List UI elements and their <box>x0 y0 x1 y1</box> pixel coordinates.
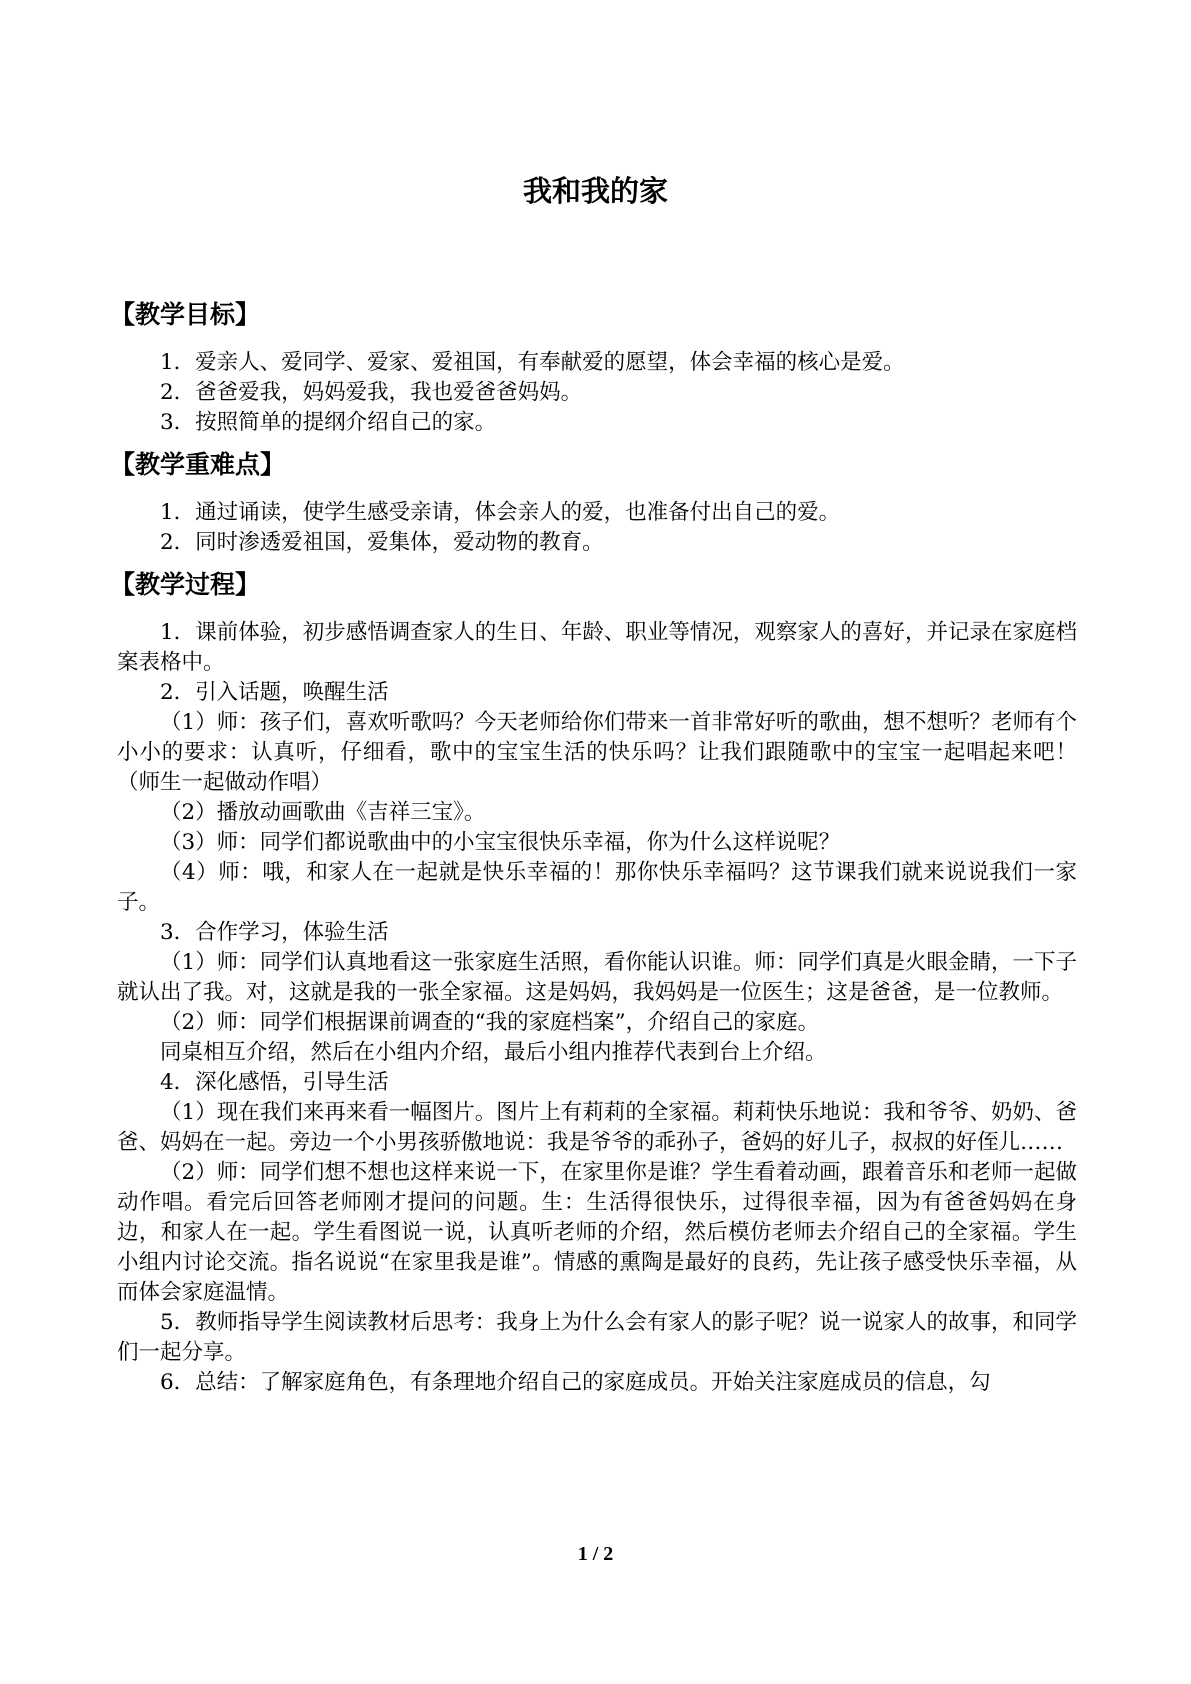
objectives-list <box>117 348 1077 438</box>
process-list <box>117 618 1077 1398</box>
document-body <box>110 298 1077 1398</box>
paragraph: 1．爱亲人、爱同学、爱家、爱祖国，有奉献爱的愿望，体会幸福的核心是爱。 <box>160 350 905 375</box>
paragraph: （2）师：同学们根据课前调查的“我的家庭档案”，介绍自己的家庭。 <box>160 1010 820 1035</box>
key-points-list <box>117 498 1077 558</box>
paragraph: 2．同时渗透爱祖国，爱集体，爱动物的教育。 <box>160 530 604 555</box>
section-heading-key-points: 【教学重难点】 <box>110 450 286 479</box>
paragraph: 1．课前体验，初步感悟调查家人的生日、年龄、职业等情况，观察家人的喜好，并记录在家庭档案表格中。 <box>117 620 1077 675</box>
paragraph: 2．爸爸爱我，妈妈爱我，我也爱爸爸妈妈。 <box>160 380 583 405</box>
paragraph: （1）师：同学们认真地看这一张家庭生活照，看你能认识谁。师：同学们真是火眼金睛，一下子就认出了我。对，这就是我的一张全家福。这是妈妈，我妈妈是一位医生；这是爸爸，是一位教师。 <box>117 950 1077 1005</box>
page-number: 1 / 2 <box>577 1543 614 1565</box>
paragraph: 1．通过诵读，使学生感受亲请，体会亲人的爱，也准备付出自己的爱。 <box>160 500 841 525</box>
paragraph: （2）播放动画歌曲《吉祥三宝》。 <box>160 800 486 825</box>
paragraph: （4）师：哦，和家人在一起就是快乐幸福的！那你快乐幸福吗？这节课我们就来说说我们一家子。 <box>117 860 1077 915</box>
paragraph: 5．教师指导学生阅读教材后思考：我身上为什么会有家人的影子呢？说一说家人的故事，和同学们一起分享。 <box>117 1310 1077 1365</box>
paragraph: 2．引入话题，唤醒生活 <box>160 680 389 705</box>
document-title: 我和我的家 <box>522 174 668 208</box>
paragraph: 4．深化感悟，引导生活 <box>160 1070 389 1095</box>
paragraph: （1）师：孩子们，喜欢听歌吗？今天老师给你们带来一首非常好听的歌曲，想不想听？老师有个小小的要求：认真听，仔细看，歌中的宝宝生活的快乐吗？让我们跟随歌中的宝宝一起唱起来吧！（师生一起做动作唱） <box>117 710 1077 795</box>
section-heading-objectives: 【教学目标】 <box>110 300 261 329</box>
paragraph: 同桌相互介绍，然后在小组内介绍，最后小组内推荐代表到台上介绍。 <box>160 1040 827 1065</box>
paragraph: 3．按照简单的提纲介绍自己的家。 <box>160 410 497 435</box>
paragraph: （1）现在我们来再来看一幅图片。图片上有莉莉的全家福。莉莉快乐地说：我和爷爷、奶奶、爸爸、妈妈在一起。旁边一个小男孩骄傲地说：我是爷爷的乖孙子，爸妈的好儿子，叔叔的好侄儿…… <box>117 1100 1077 1155</box>
paragraph: （2）师：同学们想不想也这样来说一下，在家里你是谁？学生看着动画，跟着音乐和老师一起做动作唱。看完后回答老师刚才提问的问题。生：生活得很快乐，过得很幸福，因为有爸爸妈妈在身边，和家人在一起。学生看图说一说，认真听老师的介绍，然后模仿老师去介绍自己的全家福。学生小组内讨论交流。指名说说“在家里我是谁”。情感的熏陶是最好的良药，先让孩子感受快乐幸福，从而体会家庭温情。 <box>117 1160 1077 1305</box>
paragraph: 6．总结：了解家庭角色，有条理地介绍自己的家庭成员。开始关注家庭成员的信息，勾 <box>160 1370 991 1395</box>
paragraph: （3）师：同学们都说歌曲中的小宝宝很快乐幸福，你为什么这样说呢？ <box>160 830 841 855</box>
paragraph: 3．合作学习，体验生活 <box>160 920 389 945</box>
section-heading-process: 【教学过程】 <box>110 570 261 599</box>
